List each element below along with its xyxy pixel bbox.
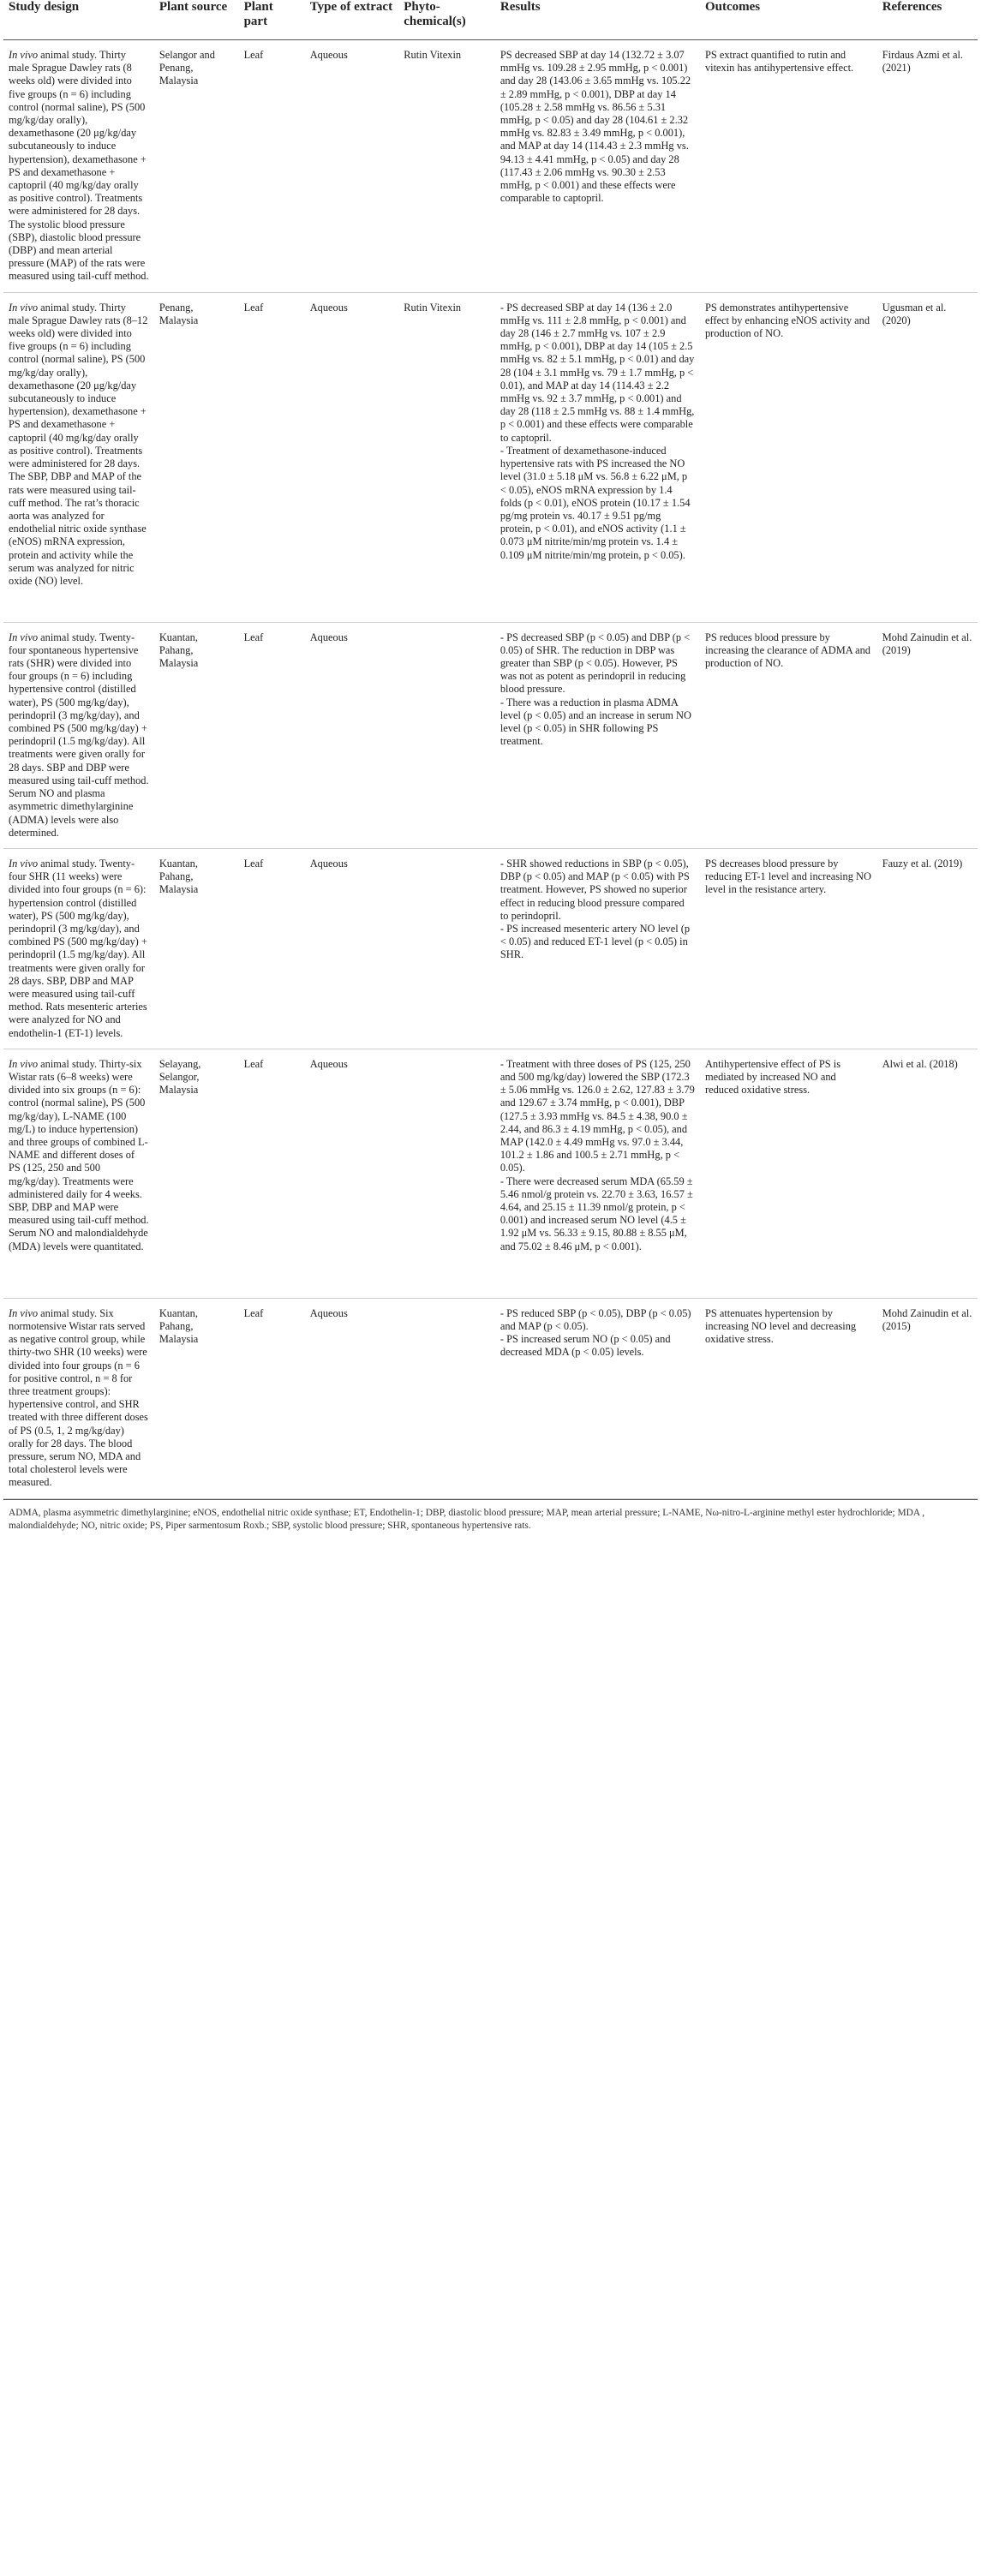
cell-study-design	[3, 1298, 154, 1498]
result-item: - PS increased serum NO (p < 0.05) and decreased MDA (p < 0.05) levels.	[499, 1333, 671, 1359]
result-item: - There were decreased serum MDA (65.59 ± 5.46 nmol/g protein vs. 22.70 ± 3.63, 16.57 ± 4.64, and 25.15 ± 11.39 nmol/g protein, p < 0.001) and increased serum NO level (4.5 ± 1.92 μM vs. 56.33 ± 9.15, 80.88 ± 8.55 μM, and 75.02 ± 8.46 μM, p < 0.001).	[499, 1174, 693, 1252]
study-design-text: animal study. Twenty-four spontaneous hypertensive rats (SHR) were divided into four groups (n = 6) including hypertensive control (distilled water), PS (500 mg/kg/day), perindopril (3 mg/kg/day), and combined PS (500 mg/kg/day) + perindopril (1.5 mg/kg/day). All treatments were given orally for 28 days. SBP and DBP were measured using tail-cuff method. Serum NO and plasma asymmetric dimethylarginine (ADMA) levels were also determined.	[9, 631, 149, 839]
cell-outcomes: PS reduces blood pressure by increasing the clearance of ADMA and production of NO.	[700, 622, 877, 848]
cell-phytochemicals	[398, 622, 495, 848]
cell-plant-source: Kuantan, Pahang, Malaysia	[154, 622, 239, 848]
cell-extract-type: Aqueous	[305, 1298, 399, 1498]
header-phytochemicals: Phyto-chemical(s)	[398, 0, 495, 40]
cell-results	[495, 848, 700, 1049]
header-type-of-extract: Type of extract	[305, 0, 399, 40]
cell-outcomes: PS attenuates hypertension by increasing NO level and decreasing oxidative stress.	[700, 1298, 877, 1498]
result-item: PS decreased SBP at day 14 (132.72 ± 3.07 mmHg vs. 109.28 ± 2.95 mmHg, p < 0.001) and day 28 (143.06 ± 3.65 mmHg vs. 105.22 ± 2.89 mmHg, p < 0.001), DBP at day 14 (105.28 ± 2.58 mmHg vs. 86.56 ± 5.31 mmHg, p < 0.05) and day 28 (104.61 ± 2.32 mmHg vs. 82.83 ± 3.49 mmHg, p < 0.001), and MAP at day 14 (114.43 ± 2.3 mmHg vs. 94.13 ± 4.41 mmHg, p < 0.05) and day 28 (117.43 ± 2.06 mmHg vs. 90.30 ± 2.53 mmHg, p < 0.001) and these effects were comparable to captopril.	[499, 49, 691, 205]
table-footnote: ADMA, plasma asymmetric dimethylarginine; eNOS, endothelial nitric oxide synthase; ET, Endothelin-1; DBP, diastolic blood pressure; MAP, mean arterial pressure; L-NAME, Nω-nitro-L-arginine methyl ester hydrochloride; MDA , malondialdehyde; NO, nitric oxide; PS, Piper sarmentosum Roxb.; SBP, systolic blood pressure; SHR, spontaneous hypertensive rats.	[3, 1499, 978, 1533]
cell-phytochemicals	[398, 848, 495, 1049]
cell-results	[495, 1298, 700, 1498]
cell-plant-part: Leaf	[239, 848, 305, 1049]
table-row	[3, 40, 978, 293]
cell-reference: Mohd Zainudin et al. (2019)	[877, 622, 978, 848]
cell-study-design	[3, 292, 154, 622]
in-vivo-label: In vivo	[9, 857, 39, 870]
cell-plant-part: Leaf	[239, 1298, 305, 1498]
cell-extract-type: Aqueous	[305, 40, 399, 293]
cell-extract-type: Aqueous	[305, 292, 399, 622]
in-vivo-label: In vivo	[9, 1057, 39, 1070]
table-header	[3, 0, 978, 40]
result-item: - PS reduced SBP (p < 0.05), DBP (p < 0.05) and MAP (p < 0.05).	[499, 1306, 691, 1332]
result-item: - PS decreased SBP (p < 0.05) and DBP (p < 0.05) of SHR. The reduction in DBP was greater than SBP (p < 0.05). However, PS was not as potent as perindopril in reducing blood pressure.	[499, 631, 691, 696]
cell-plant-source: Penang, Malaysia	[154, 292, 239, 622]
result-item: - SHR showed reductions in SBP (p < 0.05), DBP (p < 0.05) and MAP (p < 0.05) with PS treatment. However, PS showed no superior effect in reducing blood pressure compared to perindopril.	[499, 857, 690, 922]
cell-phytochemicals: Rutin Vitexin	[398, 40, 495, 293]
in-vivo-label: In vivo	[9, 49, 39, 61]
cell-extract-type: Aqueous	[305, 622, 399, 848]
cell-results	[495, 292, 700, 622]
cell-extract-type: Aqueous	[305, 848, 399, 1049]
cell-plant-source: Selayang, Selangor, Malaysia	[154, 1049, 239, 1298]
result-item: - PS increased mesenteric artery NO level (p < 0.05) and reduced ET-1 level (p < 0.05) in SHR.	[499, 922, 691, 961]
cell-outcomes: Antihypertensive effect of PS is mediated by increased NO and reduced oxidative stress.	[700, 1049, 877, 1298]
cell-plant-source: Kuantan, Pahang, Malaysia	[154, 848, 239, 1049]
result-item: - Treatment of dexamethasone-induced hypertensive rats with PS increased the NO level (31.0 ± 5.18 μM vs. 56.8 ± 6.22 μM, p < 0.05), eNOS mRNA expression by 1.4 folds (p < 0.01), eNOS protein (10.17 ± 1.54 pg/mg protein vs. 40.17 ± 9.51 pg/mg protein, p < 0.01), and eNOS activity (1.1 ± 0.073 μM nitrite/min/mg protein vs. 1.4 ± 0.109 μM nitrite/min/mg protein, p < 0.05).	[499, 444, 691, 561]
cell-phytochemicals: Rutin Vitexin	[398, 292, 495, 622]
header-plant-part: Plant part	[239, 0, 305, 40]
cell-reference: Fauzy et al. (2019)	[877, 848, 978, 1049]
cell-plant-part: Leaf	[239, 1049, 305, 1298]
cell-reference: Firdaus Azmi et al. (2021)	[877, 40, 978, 293]
in-vivo-label: In vivo	[9, 301, 39, 314]
result-item: - There was a reduction in plasma ADMA level (p < 0.05) and an increase in serum NO level (p < 0.05) in SHR following PS treatment.	[499, 696, 691, 748]
study-design-text: animal study. Thirty male Sprague Dawley rats (8 weeks old) were divided into five groups (n = 6) including control (normal saline), PS (500 mg/kg/day orally), dexamethasone (20 μg/kg/day subcutaneously to induce hypertension), dexamethasone + PS and dexamethasone + captopril (40 mg/kg/day orally as positive control). Treatments were administered for 28 days. The systolic blood pressure (SBP), diastolic blood pressure (DBP) and mean arterial pressure (MAP) of the rats were measured using tail-cuff method.	[9, 49, 149, 283]
header-plant-source: Plant source	[154, 0, 239, 40]
cell-plant-source: Kuantan, Pahang, Malaysia	[154, 1298, 239, 1498]
cell-plant-part: Leaf	[239, 40, 305, 293]
cell-results	[495, 40, 700, 293]
header-references: References	[877, 0, 978, 40]
header-outcomes: Outcomes	[700, 0, 877, 40]
in-vivo-label: In vivo	[9, 1306, 39, 1319]
in-vivo-label: In vivo	[9, 631, 39, 643]
study-table	[3, 0, 978, 1499]
cell-plant-part: Leaf	[239, 622, 305, 848]
result-item: - Treatment with three doses of PS (125, 250 and 500 mg/kg/day) lowered the SBP (172.3 ± 5.06 mmHg vs. 126.0 ± 2.62, 127.83 ± 3.79 and 129.67 ± 3.74 mmHg, p < 0.001), DBP (127.5 ± 3.93 mmHg vs. 84.5 ± 4.38, 90.0 ± 2.44, and 86.3 ± 4.19 mmHg, p < 0.05), and MAP (142.0 ± 4.49 mmHg vs. 97.0 ± 3.44, 101.2 ± 1.86 and 100.5 ± 2.71 mmHg, p < 0.05).	[499, 1057, 695, 1174]
study-design-text: animal study. Six normotensive Wistar rats served as negative control group, while thirty-two SHR (10 weeks) were divided into four groups (n = 6 for positive control, n = 8 for three treatment groups): hypertensive control, and SHR treated with three different doses of PS (0.5, 1, 2 mg/kg/day) orally for 28 days. The blood pressure, serum NO, MDA and total cholesterol levels were measured.	[9, 1306, 148, 1489]
cell-outcomes: PS demonstrates antihypertensive effect by enhancing eNOS activity and production of NO.	[700, 292, 877, 622]
table-row	[3, 1049, 978, 1298]
study-design-text: animal study. Twenty-four SHR (11 weeks) were divided into four groups (n = 6): hypertension control (distilled water), PS (500 mg/kg/day), perindopril (3 mg/kg/day), and combined PS (500 mg/kg/day) + perindopril (1.5 mg/kg/day). All treatments were given orally for 28 days. SBP, DBP and MAP were measured using tail-cuff method. Rats mesenteric arteries were analyzed for NO and endothelin-1 (ET-1) levels.	[9, 857, 147, 1039]
cell-results	[495, 622, 700, 848]
header-results: Results	[495, 0, 700, 40]
table-row	[3, 622, 978, 848]
cell-outcomes: PS extract quantified to rutin and vitexin has antihypertensive effect.	[700, 40, 877, 293]
study-design-text: animal study. Thirty-six Wistar rats (6–8 weeks) were divided into six groups (n = 6): control (normal saline), PS (500 mg/kg/day), L-NAME (100 mg/L) to induce hypertension) and three groups of combined L-NAME and different doses of PS (125, 250 and 500 mg/kg/day). Treatments were administered daily for 4 weeks. SBP, DBP and MAP were measured using tail-cuff method. Serum NO and malondialdehyde (MDA) levels were quantitated.	[9, 1057, 149, 1252]
cell-outcomes: PS decreases blood pressure by reducing ET-1 level and increasing NO level in the resistance artery.	[700, 848, 877, 1049]
cell-plant-part: Leaf	[239, 292, 305, 622]
cell-reference: Ugusman et al. (2020)	[877, 292, 978, 622]
cell-phytochemicals	[398, 1049, 495, 1298]
cell-study-design	[3, 848, 154, 1049]
cell-extract-type: Aqueous	[305, 1049, 399, 1298]
cell-study-design	[3, 40, 154, 293]
cell-plant-source: Selangor and Penang, Malaysia	[154, 40, 239, 293]
cell-phytochemicals	[398, 1298, 495, 1498]
cell-study-design	[3, 622, 154, 848]
result-item: - PS decreased SBP at day 14 (136 ± 2.0 mmHg vs. 111 ± 2.8 mmHg, p < 0.001) and day 28 (146 ± 2.7 mmHg vs. 107 ± 2.9 mmHg, p < 0.001), DBP at day 14 (105 ± 2.5 mmHg vs. 82 ± 5.1 mmHg, p < 0.01) and day 28 (104 ± 3.1 mmHg vs. 79 ± 1.7 mmHg, p < 0.01), and MAP at day 14 (114.43 ± 2.2 mmHg vs. 92 ± 3.7 mmHg, p < 0.001) and day 28 (118 ± 2.5 mmHg vs. 88 ± 1.4 mmHg, p < 0.001) and these effects were comparable to captopril.	[499, 301, 695, 444]
header-row	[3, 0, 978, 40]
cell-reference: Mohd Zainudin et al. (2015)	[877, 1298, 978, 1498]
header-study-design: Study design	[3, 0, 154, 40]
table-row	[3, 1298, 978, 1498]
table-body	[3, 40, 978, 1499]
study-design-text: animal study. Thirty male Sprague Dawley rats (8–12 weeks old) were divided into five groups (n = 6) including control (normal saline), PS (500 mg/kg/day orally), dexamethasone (20 μg/kg/day subcutaneously to induce hypertension), dexamethasone + PS and dexamethasone + captopril (40 mg/kg/day orally as positive control). Treatments were administered for 28 days. The SBP, DBP and MAP of the rats were measured using tail-cuff method. The rat’s thoracic aorta was analyzed for endothelial nitric oxide synthase (eNOS) mRNA expression, protein and activity while the serum was analyzed for nitric oxide (NO) level.	[9, 301, 148, 587]
cell-study-design	[3, 1049, 154, 1298]
cell-reference: Alwi et al. (2018)	[877, 1049, 978, 1298]
table-row	[3, 848, 978, 1049]
cell-results	[495, 1049, 700, 1298]
table-row	[3, 292, 978, 622]
